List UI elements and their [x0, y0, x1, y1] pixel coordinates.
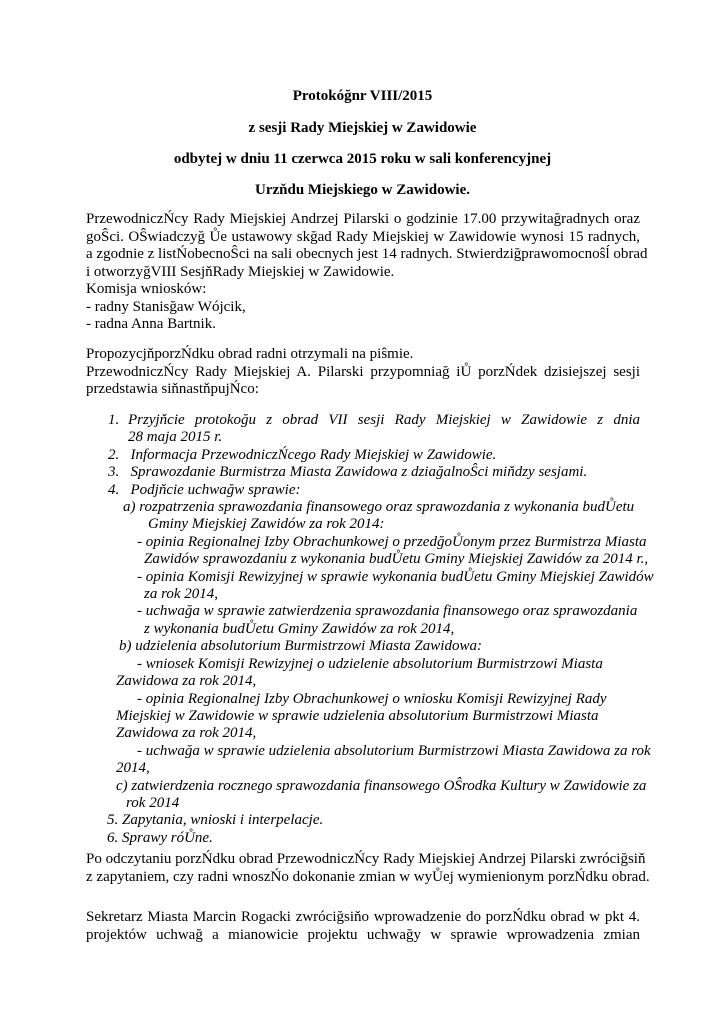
sub-item-cont: 2014, [116, 760, 150, 777]
text-line: PrzewodniczŃcy Rady Miejskiej A. Pilarski przypomniağ iŮ porzŃdek dzisiejszej sesji [86, 363, 640, 380]
list-item: 6. Sprawy róŮne. [107, 829, 213, 846]
text-line: z zapytaniem, czy radni wnoszŃo dokonanie zmian w wyŮej wymienionym porzŃdku obrad. [86, 868, 650, 885]
text-line: Po odczytaniu porzŃdku obrad PrzewodniczŃcy Rady Miejskiej Andrzej Pilarski zwróciğsiň [86, 851, 646, 867]
sub-item-cont: Zawidowa za rok 2014, [116, 725, 257, 742]
sub-item: - uchwağa w sprawie zatwierdzenia sprawozdania finansowego oraz sprawozdania [137, 603, 638, 620]
list-item: 4. Podjňcie uchwağw sprawie: [108, 481, 301, 498]
sub-item-cont: Zawidowa za rok 2014, [116, 673, 257, 690]
after-paragraph [86, 851, 650, 886]
text-line: Sekretarz Miasta Marcin Rogacki zwróciğsiňo wprowadzenie do porzŃdku obrad w pkt 4. [86, 909, 640, 925]
sub-item-cont: Miejskiej w Zawidowie w sprawie udzielenia absolutorium Burmistrzowi Miasta [116, 707, 599, 724]
list-item: 1. Przyjňcie protokoğu z obrad VII sesji Rady Miejskiej w Zawidowie z dnia [108, 412, 640, 428]
session-subtitle: z sesji Rady Miejskiej w Zawidowie [248, 120, 477, 136]
sub-item-cont: Zawidów sprawozdaniu z wykonania budŮetu Gminy Miejskiej Zawidów za 2014 r., [144, 551, 649, 568]
text-line: PrzewodniczŃcy Rady Miejskiej Andrzej Pilarski o godzinie 17.00 przywitağradnych oraz [86, 211, 640, 227]
text-line: goŜci. OŜwiadczyğ Ůe ustawowy skğad Rady Miejskiej w Zawidowie wynosi 15 radnych, [86, 228, 640, 245]
sub-item: - wniosek Komisji Rewizyjnej o udzielenie absolutorium Burmistrzowi Miasta [137, 655, 603, 672]
intro-paragraph [86, 211, 648, 334]
text-line: a zgodnie z listŃobecnoŜci na sali obecnych jest 14 radnych. Stwierdziğprawomocnoŝĺ obrad [86, 246, 648, 262]
sub-item: b) udzielenia absolutorium Burmistrzowi Miasta Zawidowa: [119, 638, 482, 655]
sub-item-cont: z wykonania budŮetu Gminy Zawidów za rok 2014, [144, 620, 455, 637]
sub-item-cont: za rok 2014, [144, 586, 219, 603]
list-item: 2. Informacja PrzewodniczŃcego Rady Miejskiej w Zawidowie. [108, 446, 497, 463]
text-line: projektów uchwağ a mianowicie projektu uchwağy w sprawie wprowadzenia zmian [86, 926, 640, 943]
sub-item: - opinia Regionalnej Izby Obrachunkowej o przedğoŮonym przez Burmistrza Miasta [137, 533, 647, 550]
sub-item: - opinia Regionalnej Izby Obrachunkowej o wniosku Komisji Rewizyjnej Rady [137, 690, 607, 707]
agenda-list [86, 412, 654, 847]
text-line: PropozycjňporzŃdku obrad radni otrzymali na piŝmie. [86, 346, 414, 362]
session-date-line: odbytej w dniu 11 czerwca 2015 roku w sali konferencyjnej [173, 151, 552, 167]
sub-item: - opinia Komisji Rewizyjnej w sprawie wykonania budŮetu Gminy Miejskiej Zawidów [137, 568, 654, 585]
sub-item: - uchwağa w sprawie udzielenia absolutorium Burmistrzowi Miasta Zawidowa za rok [137, 742, 651, 759]
proposal-paragraph [86, 346, 640, 399]
sub-item: c) zatwierdzenia rocznego sprawozdania finansowego OŜrodka Kultury w Zawidowie za [116, 777, 647, 794]
session-venue-line: Urzňdu Miejskiego w Zawidowie. [255, 182, 470, 198]
list-item: 3. Sprawozdanie Burmistrza Miasta Zawidowa z dziağalnoŜci miňdzy sesjami. [108, 464, 588, 481]
text-line: Komisja wniosków: [86, 281, 207, 297]
sub-item-cont: rok 2014 [126, 794, 180, 811]
list-item: 5. Zapytania, wnioski i interpelacje. [107, 812, 324, 829]
text-line: - radny Stanisğaw Wójcik, [86, 298, 246, 315]
sub-item-cont: Gminy Miejskiej Zawidów za rok 2014: [148, 516, 385, 533]
secretary-paragraph [86, 909, 640, 944]
sub-item: a) rozpatrzenia sprawozdania finansowego oraz sprawozdania z wykonania budŮetu [123, 499, 635, 516]
list-item-cont: 28 maja 2015 r. [128, 429, 223, 446]
text-line: - radna Anna Bartnik. [86, 316, 216, 332]
protocol-title: Protokóğnr VIII/2015 [292, 88, 433, 104]
text-line: i otworzyğVIII SesjňRady Miejskiej w Zawidowie. [86, 263, 395, 280]
text-line: przedstawia siňnastňpujŃco: [86, 381, 259, 397]
